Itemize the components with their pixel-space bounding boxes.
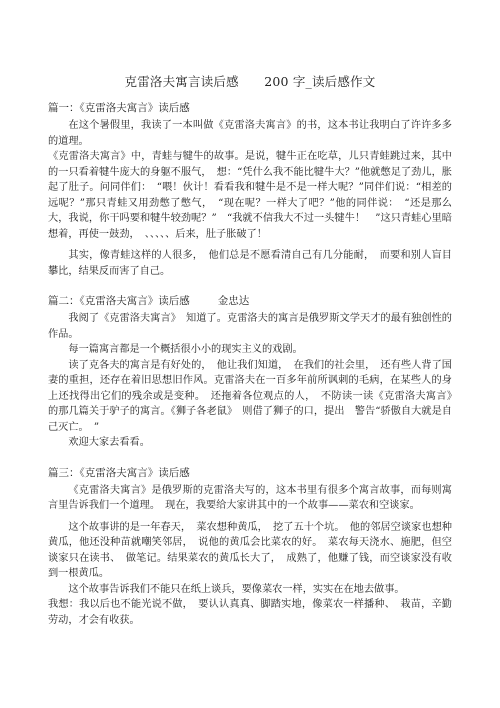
section-heading-text: 篇一：《克雷洛夫寓言》读后感: [48, 102, 190, 114]
section-3: [48, 465, 452, 629]
paragraph: 在这个暑假里，我读了一本叫做《克雷洛夫寓言》的书，这本书让我明白了许许多多的道理。: [48, 120, 452, 147]
section-heading: [48, 465, 452, 481]
paragraph: 《克雷洛夫寓言》是俄罗斯的克雷洛夫写的，这本书里有很多个寓言故事，而每则寓言里告诉我们一个道理。 现在，我要给大家讲其中的一个故事——菜农和空谈家。: [48, 484, 452, 511]
section-author: 金忠达: [217, 295, 250, 307]
section-heading: [48, 293, 452, 309]
paragraph: 我想：我以后也不能光说不做， 要认认真真、脚踏实地，像菜农一样播种、 栽苗，辛勤劳动，才会有收获。: [48, 599, 452, 626]
section-gap: [48, 279, 452, 293]
section-heading: [48, 100, 452, 116]
paragraph: 这个故事讲的是一年春天， 菜农想种黄瓜， 挖了五十个坑。 他的邻居空谈家也想种黄瓜，他还没种苗就嘲笑邻居， 说他的黄瓜会比菜农的好。 菜农每天浇水、施肥，但空谈家只在读书、 做笔记。结果菜农的黄瓜长大了， 成熟了，他赚了钱，而空谈家没有收到一根黄瓜。: [48, 521, 452, 579]
section-heading-text: 篇三：《克雷洛夫寓言》读后感: [48, 466, 190, 479]
paragraph: 《克雷洛夫寓言》中，青蛙与犍牛的故事。是说，犍牛正在吃草，儿只青蛙跳过来，其中的一只看着犍牛庞大的身躯不服气， 想：“凭什么我不能比犍牛大？”他就憋足了劲儿，胀起了肚子。问同伴们： “喂！伙计！看看我和犍牛是不是一样大呢？”同伴们说：“相差的远呢？”那只青蛙又用劲憋了憋气， “现在呢？一样大了吧？”他的同伴说： “还是那么大，我说，你干吗要和犍牛较劲呢？” “我就不信我大不过一头犍牛！ ”这只青蛙心里暗想着，再使一鼓劲， 、、、、、后来，肚子胀破了！: [48, 151, 452, 240]
section-heading-text: 篇二：《克雷洛夫寓言》读后感: [48, 295, 190, 307]
section-2: [48, 293, 463, 451]
section-gap: [48, 451, 452, 465]
paragraph: 其实，像青蛙这样的人很多， 他们总是不愿看清自己有几分能耐， 而要和别人盲目攀比，结果反而害了自己。: [48, 250, 452, 277]
paragraph: 我阅了《克雷洛夫寓言》 知道了。克雷洛夫的寓言是俄罗斯文学天才的最有独创性的作品。: [48, 313, 452, 340]
section-1: [48, 100, 452, 279]
paragraph: 这个故事告诉我们不能只在纸上谈兵，要像菜农一样，实实在在地去做事。: [68, 583, 405, 595]
paragraph: 读了克各夫的寓言是有好处的， 他让我们知道， 在我们的社会里， 还有些人背了国妻的重担，还存在着旧思想旧作风。克雷洛夫在一百多年前所讽刺的毛病，在某些人的身上还找得出它们的残余或是变种。 还拖着各位观点的人， 不防读一读《克雷洛夫寓言》 的那几篇关于驴子的寓言。《狮子各老鼠》 则借了狮子的口，提出 警告“骄傲自大就是自己灭亡。 ”: [48, 359, 463, 433]
document-title: 克雷洛夫寓言读后感 200 字_读后感作文: [124, 74, 376, 89]
paragraph: 每一篇寓言都是一个概括很小小的现实主义的戏剧。: [68, 344, 303, 355]
paragraph: 欢迎大家去看看。: [68, 437, 150, 448]
